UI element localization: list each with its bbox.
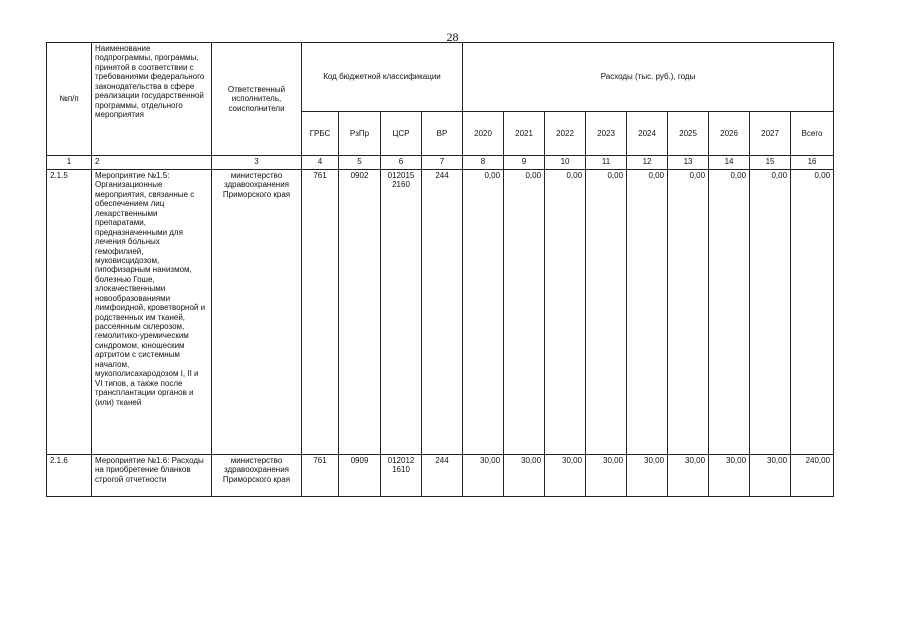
row-executor: министерство здравоохранения Приморского края bbox=[212, 170, 302, 455]
page-number: 28 bbox=[446, 30, 459, 44]
row-amount: 0,00 bbox=[463, 170, 504, 455]
row-amount: 30,00 bbox=[627, 455, 668, 497]
column-number: 8 bbox=[463, 156, 504, 170]
row-number: 2.1.5 bbox=[47, 170, 92, 455]
row-amount: 0,00 bbox=[545, 170, 586, 455]
row-grbs: 761 bbox=[302, 170, 339, 455]
row-amount: 30,00 bbox=[586, 455, 627, 497]
header-executor: Ответственный исполнитель, соисполнители bbox=[212, 43, 302, 156]
budget-table bbox=[46, 42, 834, 497]
column-number: 6 bbox=[381, 156, 422, 170]
row-amount: 0,00 bbox=[709, 170, 750, 455]
header-year: 2026 bbox=[709, 112, 750, 156]
row-csr: 012012 1610 bbox=[381, 455, 422, 497]
row-rzpr: 0909 bbox=[339, 455, 381, 497]
row-vr: 244 bbox=[422, 455, 463, 497]
header-rzpr: РзПр bbox=[339, 112, 381, 156]
row-amount: 30,00 bbox=[463, 455, 504, 497]
row-total: 0,00 bbox=[791, 170, 834, 455]
header-year: 2025 bbox=[668, 112, 709, 156]
row-executor: министерство здравоохранения Приморского края bbox=[212, 455, 302, 497]
table-row bbox=[47, 455, 834, 497]
header-total: Всего bbox=[791, 112, 834, 156]
row-amount: 30,00 bbox=[750, 455, 791, 497]
column-number: 15 bbox=[750, 156, 791, 170]
header-year: 2022 bbox=[545, 112, 586, 156]
row-csr: 012015 2160 bbox=[381, 170, 422, 455]
header-year: 2027 bbox=[750, 112, 791, 156]
header-year: 2020 bbox=[463, 112, 504, 156]
header-year: 2023 bbox=[586, 112, 627, 156]
header-name: Наименование подпрограммы, программы, принятой в соответствии с требованиями федерального законодательства в сфере реализации государственной программы, отдельного мероприятия bbox=[92, 43, 212, 156]
row-name: Мероприятие №1.5: Организационные мероприятия, связанные с обеспечением лиц лекарственными препаратами, предназначенными для лечения больных гемофилией, муковисцидозом, гипофизарным нанизмом, болезнью Гоше, злокачественными новообразованиями лимфоидной, кроветворной и родственных им тканей, рассеянным склерозом, гемолитико-уремическим синдромом, юношеским артритом с системным началом, мукополисахародозом I, II и VI типов, а также после трансплантации органов и (или) тканей bbox=[92, 170, 212, 455]
row-number: 2.1.6 bbox=[47, 455, 92, 497]
row-amount: 0,00 bbox=[586, 170, 627, 455]
column-number: 1 bbox=[47, 156, 92, 170]
column-number: 5 bbox=[339, 156, 381, 170]
table-row bbox=[47, 170, 834, 455]
row-total: 240,00 bbox=[791, 455, 834, 497]
column-number: 3 bbox=[212, 156, 302, 170]
row-amount: 0,00 bbox=[627, 170, 668, 455]
row-rzpr: 0902 bbox=[339, 170, 381, 455]
header-expenses: Расходы (тыс. руб.), годы bbox=[463, 43, 834, 112]
row-amount: 30,00 bbox=[709, 455, 750, 497]
header-year: 2024 bbox=[627, 112, 668, 156]
row-grbs: 761 bbox=[302, 455, 339, 497]
header-year: 2021 bbox=[504, 112, 545, 156]
column-number-row bbox=[47, 156, 834, 170]
header-row-top bbox=[47, 43, 834, 112]
row-vr: 244 bbox=[422, 170, 463, 455]
column-number: 14 bbox=[709, 156, 750, 170]
row-name: Мероприятие №1.6: Расходы на приобретение бланков строгой отчетности bbox=[92, 455, 212, 497]
row-amount: 30,00 bbox=[504, 455, 545, 497]
column-number: 9 bbox=[504, 156, 545, 170]
row-amount: 0,00 bbox=[750, 170, 791, 455]
header-csr: ЦСР bbox=[381, 112, 422, 156]
header-num: №п/п bbox=[47, 43, 92, 156]
column-number: 4 bbox=[302, 156, 339, 170]
row-amount: 30,00 bbox=[668, 455, 709, 497]
row-amount: 0,00 bbox=[668, 170, 709, 455]
column-number: 10 bbox=[545, 156, 586, 170]
header-vr: ВР bbox=[422, 112, 463, 156]
column-number: 13 bbox=[668, 156, 709, 170]
column-number: 16 bbox=[791, 156, 834, 170]
header-grbs: ГРБС bbox=[302, 112, 339, 156]
column-number: 7 bbox=[422, 156, 463, 170]
column-number: 2 bbox=[92, 156, 212, 170]
row-amount: 0,00 bbox=[504, 170, 545, 455]
column-number: 11 bbox=[586, 156, 627, 170]
row-amount: 30,00 bbox=[545, 455, 586, 497]
header-budget-codes: Код бюджетной классификации bbox=[302, 43, 463, 112]
column-number: 12 bbox=[627, 156, 668, 170]
